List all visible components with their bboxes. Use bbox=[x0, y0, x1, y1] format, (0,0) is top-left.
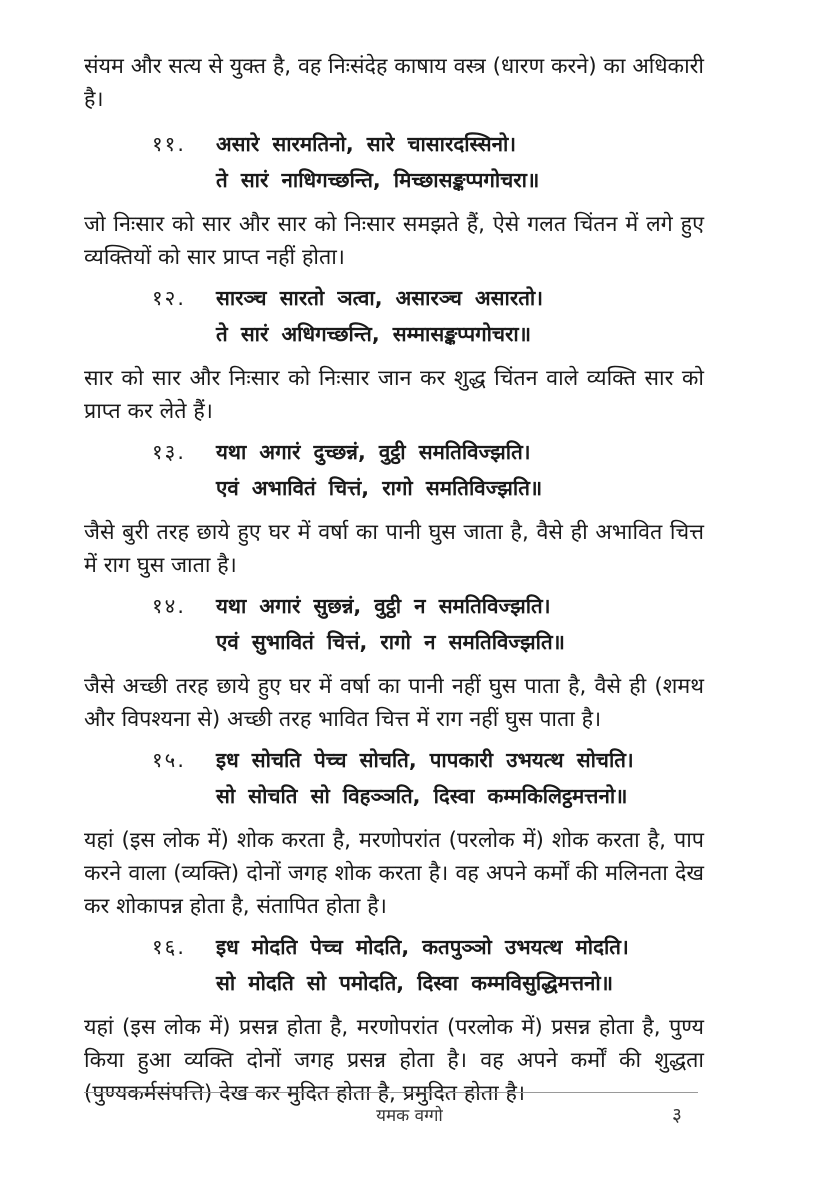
page-number: ३ bbox=[672, 1104, 682, 1126]
verse-text: यथा अगारं सुछन्नं, वुट्ठी न समतिविज्झति। bbox=[216, 594, 551, 618]
verse-15 bbox=[84, 742, 704, 814]
verse-text: सारञ्च सारतो ञत्वा, असारञ्च असारतो। bbox=[216, 286, 543, 310]
verse-number: १२. bbox=[152, 286, 186, 310]
verse-line bbox=[84, 162, 704, 198]
verse-number: १५. bbox=[152, 748, 186, 772]
verse-text: इध मोदति पेच्च मोदति, कतपुञ्ञो उभयत्थ मोदति। bbox=[216, 935, 629, 959]
verse-12 bbox=[84, 280, 704, 352]
verse-14 bbox=[84, 588, 704, 660]
verse-16 bbox=[84, 929, 704, 1001]
verse-line bbox=[84, 588, 704, 624]
paragraph-translation: जो निःसार को सार और सार को निःसार समझते हैं, ऐसे गलत चिंतन में लगे हुए व्यक्तियों को सार प्राप्त नहीं होता। bbox=[84, 212, 704, 270]
verse-line bbox=[84, 280, 704, 316]
verse-text: ते सारं नाधिगच्छन्ति, मिच्छासङ्कप्पगोचरा॥ bbox=[216, 168, 540, 192]
paragraph-translation: जैसे बुरी तरह छाये हुए घर में वर्षा का पानी घुस जाता है, वैसे ही अभावित चित्त में राग घुस जाता है। bbox=[84, 520, 704, 578]
verse-number: ११. bbox=[152, 132, 186, 156]
paragraph-translation: जैसे अच्छी तरह छाये हुए घर में वर्षा का पानी नहीं घुस पाता है, वैसे ही (शमथ और विपश्यना से) अच्छी तरह भावित चित्त में राग नहीं घुस पाता है। bbox=[84, 674, 704, 732]
paragraph-translation: यहां (इस लोक में) शोक करता है, मरणोपरांत (परलोक में) शोक करता है, पाप करने वाला (व्यक्ति) दोनों जगह शोक करता है। वह अपने कर्मों की मलिनता देख कर शोकापन्न होता है, संतापित होता है। bbox=[84, 828, 704, 919]
verse-text: एवं सुभावितं चित्तं, रागो न समतिविज्झति॥ bbox=[216, 630, 565, 654]
verse-line bbox=[84, 470, 704, 506]
verse-line bbox=[84, 965, 704, 1001]
verse-text: एवं अभावितं चित्तं, रागो समतिविज्झति॥ bbox=[216, 476, 543, 500]
verse-line bbox=[84, 929, 704, 965]
verse-text: यथा अगारं दुच्छन्नं, वुट्ठी समतिविज्झति। bbox=[216, 440, 531, 464]
verse-number: १४. bbox=[152, 594, 186, 618]
verse-line bbox=[84, 126, 704, 162]
verse-line bbox=[84, 434, 704, 470]
page-body bbox=[84, 50, 704, 1110]
verse-number: १६. bbox=[152, 935, 186, 959]
paragraph-translation: सार को सार और निःसार को निःसार जान कर शुद्ध चिंतन वाले व्यक्ति सार को प्राप्त कर लेते हैं। bbox=[84, 366, 704, 424]
paragraph-intro: संयम और सत्य से युक्त है, वह निःसंदेह काषाय वस्त्र (धारण करने) का अधिकारी है। bbox=[84, 54, 704, 112]
paragraph-translation: यहां (इस लोक में) प्रसन्न होता है, मरणोपरांत (परलोक में) प्रसन्न होता है, पुण्य किया हुआ व्यक्ति दोनों जगह प्रसन्न होता है। वह अपने कर्मों की शुद्धता (पुण्यकर्मसंपत्ति) देख कर मुदित होता है, प्रमुदित होता है। bbox=[84, 1015, 704, 1106]
verse-text: सो मोदति सो पमोदति, दिस्वा कम्मविसुद्धिमत्तनो॥ bbox=[216, 971, 614, 995]
verse-11 bbox=[84, 126, 704, 198]
verse-line bbox=[84, 316, 704, 352]
verse-number: १३. bbox=[152, 440, 186, 464]
verse-text: ते सारं अधिगच्छन्ति, सम्मासङ्कप्पगोचरा॥ bbox=[216, 322, 531, 346]
verse-line bbox=[84, 778, 704, 814]
verse-text: इध सोचति पेच्च सोचति, पापकारी उभयत्थ सोचति। bbox=[216, 748, 634, 772]
footer-divider bbox=[84, 1092, 698, 1093]
verse-text: सो सोचति सो विहञ्ञति, दिस्वा कम्मकिलिट्ठमत्तनो॥ bbox=[216, 784, 628, 808]
verse-line bbox=[84, 624, 704, 660]
verse-text: असारे सारमतिनो, सारे चासारदस्सिनो। bbox=[216, 132, 517, 156]
running-footer-title: यमक वग्गो bbox=[376, 1106, 443, 1126]
verse-13 bbox=[84, 434, 704, 506]
verse-line bbox=[84, 742, 704, 778]
